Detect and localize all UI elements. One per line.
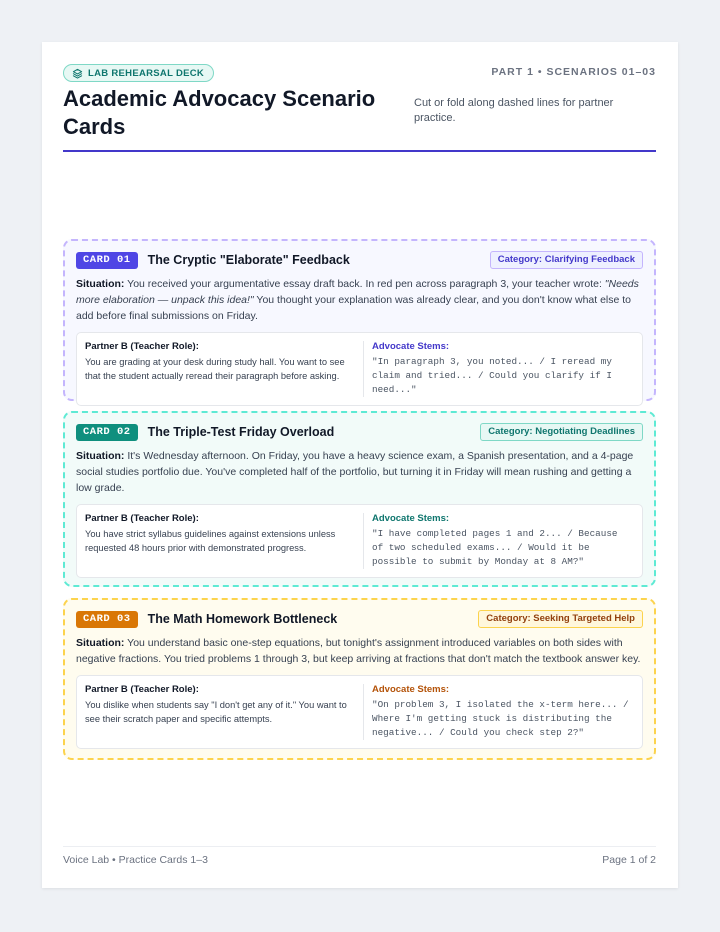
card-number: CARD 03	[76, 611, 138, 628]
footer-divider	[63, 846, 656, 847]
scenario-card-01	[63, 239, 656, 401]
scenario-card-02	[63, 411, 656, 587]
card-number: CARD 01	[76, 252, 138, 269]
situation-text	[76, 276, 643, 324]
page-number: Page 1 of 2	[602, 854, 656, 866]
category-tag: Category: Seeking Targeted Help	[478, 610, 643, 628]
category-tag: Category: Clarifying Feedback	[490, 251, 643, 269]
partner-b-text: You dislike when students say "I don't get any of it." You want to see their scratch paper and specific attempts.	[85, 700, 347, 724]
advocate-stems-text: "On problem 3, I isolated the x-term here... / Where I'm getting stuck is distributing the negative... / Could you check step 2?"	[372, 699, 629, 738]
deck-badge-label: LAB REHEARSAL DECK	[88, 67, 205, 79]
situation-label: Situation:	[76, 278, 125, 290]
part-label: PART 1 • SCENARIOS 01–03	[491, 66, 656, 78]
situation-text	[76, 448, 643, 496]
partner-b-text: You have strict syllabus guidelines against extensions unless requested 48 hours prior with demonstrated progress.	[85, 529, 336, 553]
partner-b-label: Partner B (Teacher Role):	[85, 513, 199, 524]
advocate-stems-label: Advocate Stems:	[372, 513, 450, 524]
situation-text	[76, 635, 643, 667]
situation-part-a: You received your argumentative essay draft back. In red pen across paragraph 3, your teacher wrote:	[127, 278, 605, 290]
title-divider	[63, 150, 656, 152]
card-title: The Cryptic "Elaborate" Feedback	[147, 253, 350, 267]
card-header	[76, 423, 643, 441]
card-title: The Math Homework Bottleneck	[147, 612, 338, 626]
footer-deck-label: Voice Lab • Practice Cards 1–3	[63, 854, 208, 866]
partner-b-column	[77, 684, 364, 740]
page-title: Academic Advocacy Scenario Cards	[63, 86, 376, 139]
card-title: The Triple-Test Friday Overload	[147, 425, 335, 439]
layers-icon	[72, 68, 83, 79]
page-subtitle: Cut or fold along dashed lines for partner practice.	[414, 97, 614, 124]
card-number: CARD 02	[76, 424, 138, 441]
advocate-stems-text: "I have completed pages 1 and 2... / Because of two scheduled exams... / Would it be possible to submit by Monday at 8 AM?"	[372, 528, 618, 567]
advocate-stems-column	[364, 513, 642, 569]
roleplay-panel	[76, 332, 643, 406]
advocate-stems-text: "In paragraph 3, you noted... / I reread my claim and tried... / Could you clarify if I need..."	[372, 356, 612, 395]
advocate-stems-label: Advocate Stems:	[372, 341, 450, 352]
situation-label: Situation:	[76, 637, 125, 649]
roleplay-panel	[76, 504, 643, 578]
situation-part-b: You thought your explanation was already clear, and you don't know what else to add before final submissions on Friday.	[76, 294, 632, 322]
advocate-stems-column	[364, 684, 642, 740]
partner-b-column	[77, 513, 364, 569]
deck-badge	[63, 64, 214, 82]
teacher-comment-quote: "Needs more elaboration — unpack this idea!"	[76, 278, 639, 306]
situation-body: It's Wednesday afternoon. On Friday, you have a heavy science exam, a Spanish presentation, and a 4-page social studies portfolio due. You've completed half of the portfolio, but turning it in Friday will mean rushing and getting a low grade.	[76, 450, 634, 494]
partner-b-label: Partner B (Teacher Role):	[85, 341, 199, 352]
partner-b-label: Partner B (Teacher Role):	[85, 684, 199, 695]
roleplay-panel	[76, 675, 643, 749]
advocate-stems-column	[364, 341, 642, 397]
card-header	[76, 610, 643, 628]
scenario-card-03	[63, 598, 656, 760]
card-header	[76, 251, 643, 269]
partner-b-column	[77, 341, 364, 397]
advocate-stems-label: Advocate Stems:	[372, 684, 450, 695]
partner-b-text: You are grading at your desk during study hall. You want to see that the student actually reread their paragraph before asking.	[85, 357, 345, 381]
situation-label: Situation:	[76, 450, 125, 462]
handout-page	[42, 42, 678, 888]
category-tag: Category: Negotiating Deadlines	[480, 423, 643, 441]
situation-body: You understand basic one-step equations, but tonight's assignment introduced variables on both sides with negative fractions. You tried problems 1 through 3, but keep arriving at fractions that don't match the textbook answer key.	[76, 637, 641, 665]
